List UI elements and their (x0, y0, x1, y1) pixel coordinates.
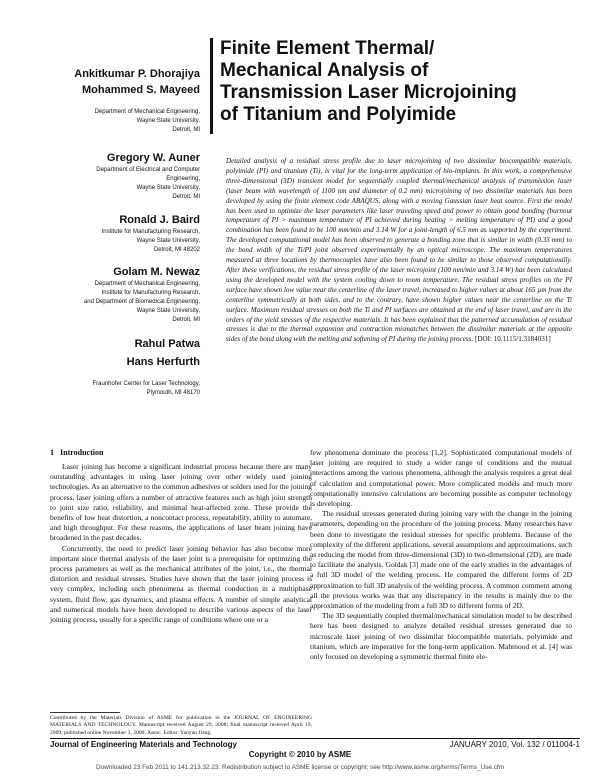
paragraph: few phenomena dominate the process [1,2]. Sophisticated computational models of laser joining are required to study a wider range of conditions and the mutual interactions among the various phenomena, although the analysis requires a great deal of calculation and computational power. More complicated models and much more computationally intensive calculations are becoming possible as computer technology is developing. (310, 448, 572, 509)
author-name: Ankitkumar P. Dhorajiya (74, 68, 200, 80)
journal-name: Journal of Engineering Materials and Technology (50, 740, 237, 749)
author-name: Gregory W. Auner (106, 152, 200, 164)
author-name: Rahul Patwa (134, 338, 200, 350)
footnote: Contributed by the Materials Division of ASME for publication in the JOURNAL OF ENGINEERING MATERIALS AND TECHNOLOGY. Manuscript received August 29, 2008; final manuscript received April 19, 2009; published online November 3, 2009. Assoc. Editor: Yanyan Jiang. (50, 715, 312, 736)
author-affiliation: Department of Electrical and Computer Engineering, Wayne State University, Detroit, MI (96, 167, 200, 200)
paper-title: Finite Element Thermal/ Mechanical Analysis of Transmission Laser Microjoining of Titanium and Polyimide (220, 38, 517, 125)
author-name: Hans Herfurth (126, 356, 200, 368)
body-column-left (50, 462, 312, 625)
author-name: Golam M. Newaz (113, 266, 200, 278)
doi-link[interactable]: [DOI: 10.1115/1.3184031] (475, 335, 551, 344)
download-notice: Downloaded 23 Feb 2011 to 141.213.32.23. Redistribution subject to ASME license or copyright; see http://www.asme.org/terms/Terms_Use.cfm (95, 764, 505, 771)
body-column-right (310, 448, 572, 662)
author-affiliation: Fraunhofer Center for Laser Technology, Plymouth, MI 48170 (92, 381, 200, 396)
author-name: Mohammed S. Mayeed (82, 84, 200, 96)
author-column (0, 68, 200, 428)
author-affiliation: Institute for Manufacturing Research, Wayne State University, Detroit, MI 48202 (101, 229, 200, 253)
paragraph: The residual stresses generated during joining vary with the change in the joining parameters, depending on the procedure of the joining process. Many researches have been done to investigate the residual stresses for specific problems. Because of the complexity of the different applications, several assumptions and approximations, such as reducing the model from three-dimensional (3D) to two-dimensional (2D), are made to facilitate the analysis. Goldak [3] made one of the early studies in the advantages of a full 3D model of the welding process. He compared the different forms of 2D approximation to full 3D analysis of the welding process. A common comment among all the previous works was that any discrepancy in the results is mainly due to the approximation of the modeling from a full 3D to different forms of 2D. (310, 509, 572, 611)
paragraph: The 3D sequentially coupled thermal/mechanical simulation model to be described here has been designed to analyze detailed residual stresses generated due to microscale laser joining of two dissimilar biocompatible materials, polyimide and titanium, which are imperative for the long-term application. Mahmood et al. [4] was only focused on developing a symmetric thermal finite ele- (310, 611, 572, 662)
paragraph: Concurrently, the need to predict laser joining behavior has also become more important since thermal analysis of the laser joint is a prerequisite for optimizing the process parameters as well as the mechanical attributes of the joint, i.e., the thermal distortion and residual stresses. Studies have shown that the laser joining process is very complex, including such phenomena as thermal conduction in a multiphase system, fluid flow, gas dynamics, and plasma effects. A number of simple analytical and numerical models have been developed to describe various aspects of the laser joining process, usually for a specific range of conditions where one or a (50, 543, 312, 625)
abstract-text: Detailed analysis of a residual stress profile due to laser microjoining of two dissimilar biocompatible materials, polyimide (PI) and titanium (Ti), is vital for the long-term application of bio-implants. In this work, a comprehensive three-dimensional (3D) transient model for sequentially coupled thermal/mechanical analysis of transmission laser (laser beam with wavelength of 1100 nm and diameter of 0.2 mm) microjoining of two dissimilar materials has been developed by using the finite element code ABAQUS, along with a moving Gaussian laser heat source. First the model has been used to optimize the laser parameters like laser traveling speed and power to obtain good bonding (burnout temperature of PI > maximum temperature of PI achieved during heating > melting temperature of PI) and a good combination has been found to be 100 mm/min and 3.14 W for a joint-length of 6.5 mm as supported by the experiment. The developed computational model has been observed to generate a bonding zone that is similar in width (0.33 mm) to the bond width of the Ti/PI joint observed experimentally by an optical microscope. The maximum temperatures measured at three locations by thermocouples have also been found to be similar to those observed computationally. After these verifications, the residual stress profile of the laser microjoint (100 mm/min and 3.14 W) has been calculated using the developed model with the system cooling down to room temperature. The residual stress profiles on the PI surface have shown low value near the centerline of the laser travel, increased to higher values at about 165 µm from the centerline symmetrically at both sides, and to the contrary, have shown higher values near the centerline on the Ti surface. Maximum residual stresses on both the Ti and PI surfaces are obtained at the end of laser travel, and are in the orders of the yield stresses of the respective materials. It has been explained that the patterned accumulation of residual stresses is due to the thermal expansion and contraction mismatches between the dissimilar materials at the opposite sides of the bond along with the melting and softening of PI during the joining process. (226, 157, 572, 344)
abstract (226, 157, 572, 345)
title-rule (210, 38, 213, 134)
copyright: Copyright © 2010 by ASME (248, 750, 352, 759)
section-heading: 1 Introduction (50, 448, 104, 457)
footnote-rule (50, 712, 120, 713)
footer-rule (50, 738, 580, 739)
issue-info: JANUARY 2010, Vol. 132 / 011004-1 (449, 740, 580, 749)
author-name: Ronald J. Baird (119, 214, 200, 226)
author-affiliation: Department of Mechanical Engineering, Wayne State University, Detroit, MI (94, 109, 200, 133)
paragraph: Laser joining has become a significant industrial process because there are many outstanding advantages in using laser joining over other widely used joining technologies. As an alternative to the common adhesives or solders used for the joining process, laser joining offers a number of attractive features such as high joint strength to joint size ratio, reliability, and minimal heat-affected zone. These provide the benefits of low heat distortion, a noncontact process, repeatability, ability to automate, and high throughput. For these reasons, the applications of laser beam joining have broadened in the past decades. (50, 462, 312, 543)
author-affiliation: Department of Mechanical Engineering, Institute for Manufacturing Research, and Department of Biomedical Engineering, Wayne State University, Detroit, MI (83, 281, 200, 323)
